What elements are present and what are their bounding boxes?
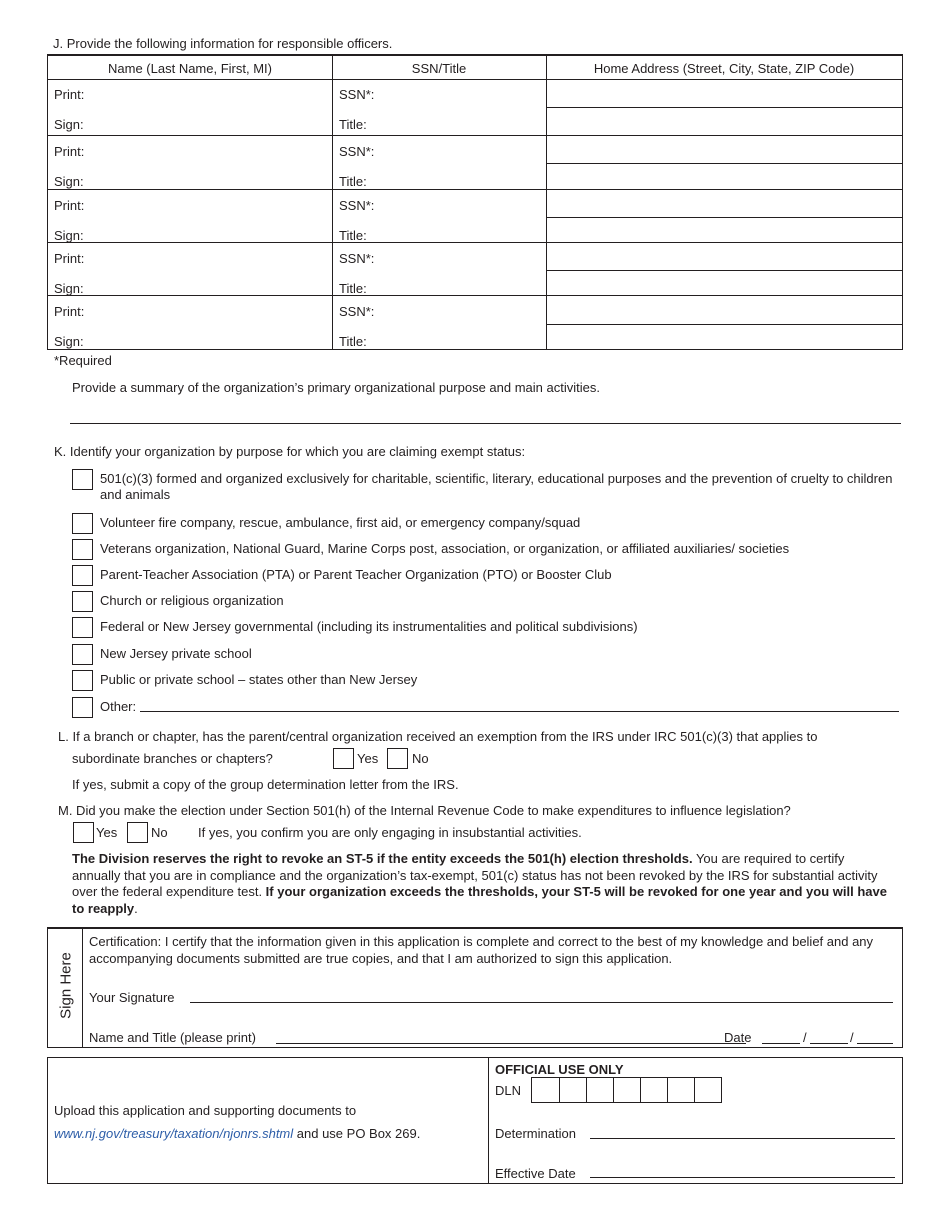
upload-after-link: and use PO Box 269. bbox=[293, 1126, 421, 1141]
sign-label[interactable]: Sign: bbox=[54, 228, 84, 243]
print-label[interactable]: Print: bbox=[54, 87, 85, 102]
dln-box[interactable] bbox=[532, 1078, 559, 1102]
sign-here-label: Sign Here bbox=[57, 952, 75, 1019]
column-header-address: Home Address (Street, City, State, ZIP Code) bbox=[593, 61, 855, 76]
officers-table bbox=[47, 54, 903, 350]
m-yes-label: Yes bbox=[96, 825, 118, 840]
dln-label: DLN bbox=[495, 1083, 522, 1098]
purpose-option-label: Other: bbox=[100, 699, 137, 714]
print-label[interactable]: Print: bbox=[54, 198, 85, 213]
purpose-option-label: Veterans organization, National Guard, Marine Corps post, association, or organization, or affiliated auxiliaries/ societies bbox=[100, 541, 790, 556]
signature-line[interactable] bbox=[190, 1002, 893, 1003]
address-line-1[interactable] bbox=[547, 136, 902, 162]
address-line-2[interactable] bbox=[547, 108, 902, 135]
dln-box[interactable] bbox=[613, 1078, 640, 1102]
l-no-label: No bbox=[412, 751, 429, 766]
officer-row bbox=[48, 135, 902, 189]
required-note: *Required bbox=[54, 353, 112, 368]
section-j-heading: J. Provide the following information for responsible officers. bbox=[53, 36, 393, 51]
officer-row bbox=[48, 79, 902, 135]
column-header-ssn-title: SSN/Title bbox=[411, 61, 467, 76]
address-line-1[interactable] bbox=[547, 190, 902, 216]
title-label[interactable]: Title: bbox=[339, 174, 367, 189]
sign-section bbox=[47, 927, 903, 1048]
section-k-heading: K. Identify your organization by purpose for which you are claiming exempt status: bbox=[54, 444, 526, 459]
upload-text: Upload this application and supporting documents to bbox=[54, 1103, 357, 1118]
purpose-option-label: Parent-Teacher Association (PTA) or Parent Teacher Organization (PTO) or Booster Club bbox=[100, 567, 612, 582]
dln-box[interactable] bbox=[667, 1078, 694, 1102]
l-no-checkbox[interactable] bbox=[387, 748, 408, 769]
purpose-option-label: New Jersey private school bbox=[100, 646, 252, 661]
purpose-checkbox[interactable] bbox=[72, 644, 93, 665]
summary-prompt: Provide a summary of the organization’s primary organizational purpose and main activities. bbox=[72, 380, 600, 395]
date-day-line[interactable] bbox=[810, 1043, 848, 1044]
address-line-2[interactable] bbox=[547, 271, 902, 297]
sign-label[interactable]: Sign: bbox=[54, 334, 84, 349]
sign-label[interactable]: Sign: bbox=[54, 281, 84, 296]
notice-text: You are required to certify annually that you are in compliance and the organization’s tax-exempt, 501(c) status has not been revoked by the IRS for substantial activity over the federal expenditure test. bbox=[72, 851, 878, 899]
name-title-line[interactable] bbox=[276, 1043, 746, 1044]
section-m-question: M. Did you make the election under Section 501(h) of the Internal Revenue Code to make expenditures to influence legislation? bbox=[58, 803, 791, 818]
section-l-question: L. If a branch or chapter, has the parent/central organization received an exemption from the IRS under IRC 501(c)(3) that applies to bbox=[58, 729, 818, 744]
dln-box[interactable] bbox=[694, 1078, 721, 1102]
effective-date-line[interactable] bbox=[590, 1177, 895, 1178]
sign-label[interactable]: Sign: bbox=[54, 174, 84, 189]
sign-label[interactable]: Sign: bbox=[54, 117, 84, 132]
date-label: Date bbox=[724, 1030, 752, 1045]
section-l-note: If yes, submit a copy of the group determination letter from the IRS. bbox=[72, 777, 459, 792]
purpose-checkbox[interactable] bbox=[72, 670, 93, 691]
upload-link[interactable]: www.nj.gov/treasury/taxation/njonrs.shtml bbox=[54, 1126, 294, 1141]
officer-row bbox=[48, 295, 902, 351]
address-line-2[interactable] bbox=[547, 164, 902, 190]
section-l-question-cont: subordinate branches or chapters? bbox=[72, 751, 273, 766]
address-line-2[interactable] bbox=[547, 325, 902, 352]
title-label[interactable]: Title: bbox=[339, 281, 367, 296]
date-slash: / bbox=[850, 1030, 854, 1045]
section-m-note: If yes, you confirm you are only engaging in insubstantial activities. bbox=[198, 825, 582, 840]
ssn-label[interactable]: SSN*: bbox=[339, 304, 375, 319]
summary-input-line[interactable] bbox=[70, 423, 901, 424]
l-yes-checkbox[interactable] bbox=[333, 748, 354, 769]
dln-boxes bbox=[531, 1077, 722, 1103]
purpose-option-label: Public or private school – states other than New Jersey bbox=[100, 672, 418, 687]
purpose-checkbox[interactable] bbox=[72, 697, 93, 718]
dln-box[interactable] bbox=[559, 1078, 586, 1102]
signature-label: Your Signature bbox=[89, 990, 175, 1005]
dln-box[interactable] bbox=[640, 1078, 667, 1102]
print-label[interactable]: Print: bbox=[54, 251, 85, 266]
notice-bold-1: The Division reserves the right to revoke an ST-5 if the entity exceeds the 501(h) election thresholds. bbox=[72, 851, 693, 866]
name-title-label: Name and Title (please print) bbox=[89, 1030, 256, 1045]
officer-row bbox=[48, 189, 902, 242]
ssn-label[interactable]: SSN*: bbox=[339, 87, 375, 102]
print-label[interactable]: Print: bbox=[54, 304, 85, 319]
purpose-checkbox[interactable] bbox=[72, 513, 93, 534]
notice-bold-2: If your organization exceeds the thresholds, your ST-5 will be revoked for one year and you will have to reapply bbox=[72, 884, 887, 916]
m-no-label: No bbox=[151, 825, 168, 840]
date-month-line[interactable] bbox=[762, 1043, 800, 1044]
upload-line bbox=[54, 1126, 420, 1141]
address-line-2[interactable] bbox=[547, 218, 902, 244]
ssn-label[interactable]: SSN*: bbox=[339, 144, 375, 159]
revocation-notice bbox=[72, 851, 894, 917]
official-use-heading: OFFICIAL USE ONLY bbox=[495, 1062, 624, 1077]
m-yes-checkbox[interactable] bbox=[73, 822, 94, 843]
address-line-1[interactable] bbox=[547, 79, 902, 106]
purpose-checkbox[interactable] bbox=[72, 565, 93, 586]
title-label[interactable]: Title: bbox=[339, 334, 367, 349]
purpose-checkbox[interactable] bbox=[72, 539, 93, 560]
m-no-checkbox[interactable] bbox=[127, 822, 148, 843]
determination-label: Determination bbox=[495, 1126, 576, 1141]
notice-end: . bbox=[134, 900, 138, 916]
other-input-line[interactable] bbox=[140, 711, 899, 712]
print-label[interactable]: Print: bbox=[54, 144, 85, 159]
title-label[interactable]: Title: bbox=[339, 117, 367, 132]
date-year-line[interactable] bbox=[857, 1043, 893, 1044]
effective-date-label: Effective Date bbox=[495, 1166, 576, 1181]
purpose-checkbox[interactable] bbox=[72, 591, 93, 612]
address-line-1[interactable] bbox=[547, 243, 902, 269]
l-yes-label: Yes bbox=[357, 751, 379, 766]
address-line-1[interactable] bbox=[547, 296, 902, 323]
dln-box[interactable] bbox=[586, 1078, 613, 1102]
purpose-checkbox[interactable] bbox=[72, 617, 93, 638]
footer-section bbox=[47, 1057, 903, 1184]
title-label[interactable]: Title: bbox=[339, 228, 367, 243]
column-header-name: Name (Last Name, First, MI) bbox=[108, 61, 272, 76]
purpose-checkbox[interactable] bbox=[72, 469, 93, 490]
purpose-option-label: Volunteer fire company, rescue, ambulance, first aid, or emergency company/squad bbox=[100, 515, 581, 530]
purpose-option-label: 501(c)(3) formed and organized exclusively for charitable, scientific, literary, educational purposes and the prevention of cruelty to children and animals bbox=[100, 471, 893, 502]
certification-text: Certification: I certify that the information given in this application is complete and correct to the best of my knowledge and belief and any accompanying documents submitted are true copies, and that I am authorized to sign this application. bbox=[89, 934, 874, 966]
purpose-option-label: Federal or New Jersey governmental (including its instrumentalities and political subdivisions) bbox=[100, 619, 638, 634]
officer-row bbox=[48, 242, 902, 295]
ssn-label[interactable]: SSN*: bbox=[339, 198, 375, 213]
determination-line[interactable] bbox=[590, 1138, 895, 1139]
ssn-label[interactable]: SSN*: bbox=[339, 251, 375, 266]
date-slash: / bbox=[803, 1030, 807, 1045]
purpose-option-label: Church or religious organization bbox=[100, 593, 284, 608]
